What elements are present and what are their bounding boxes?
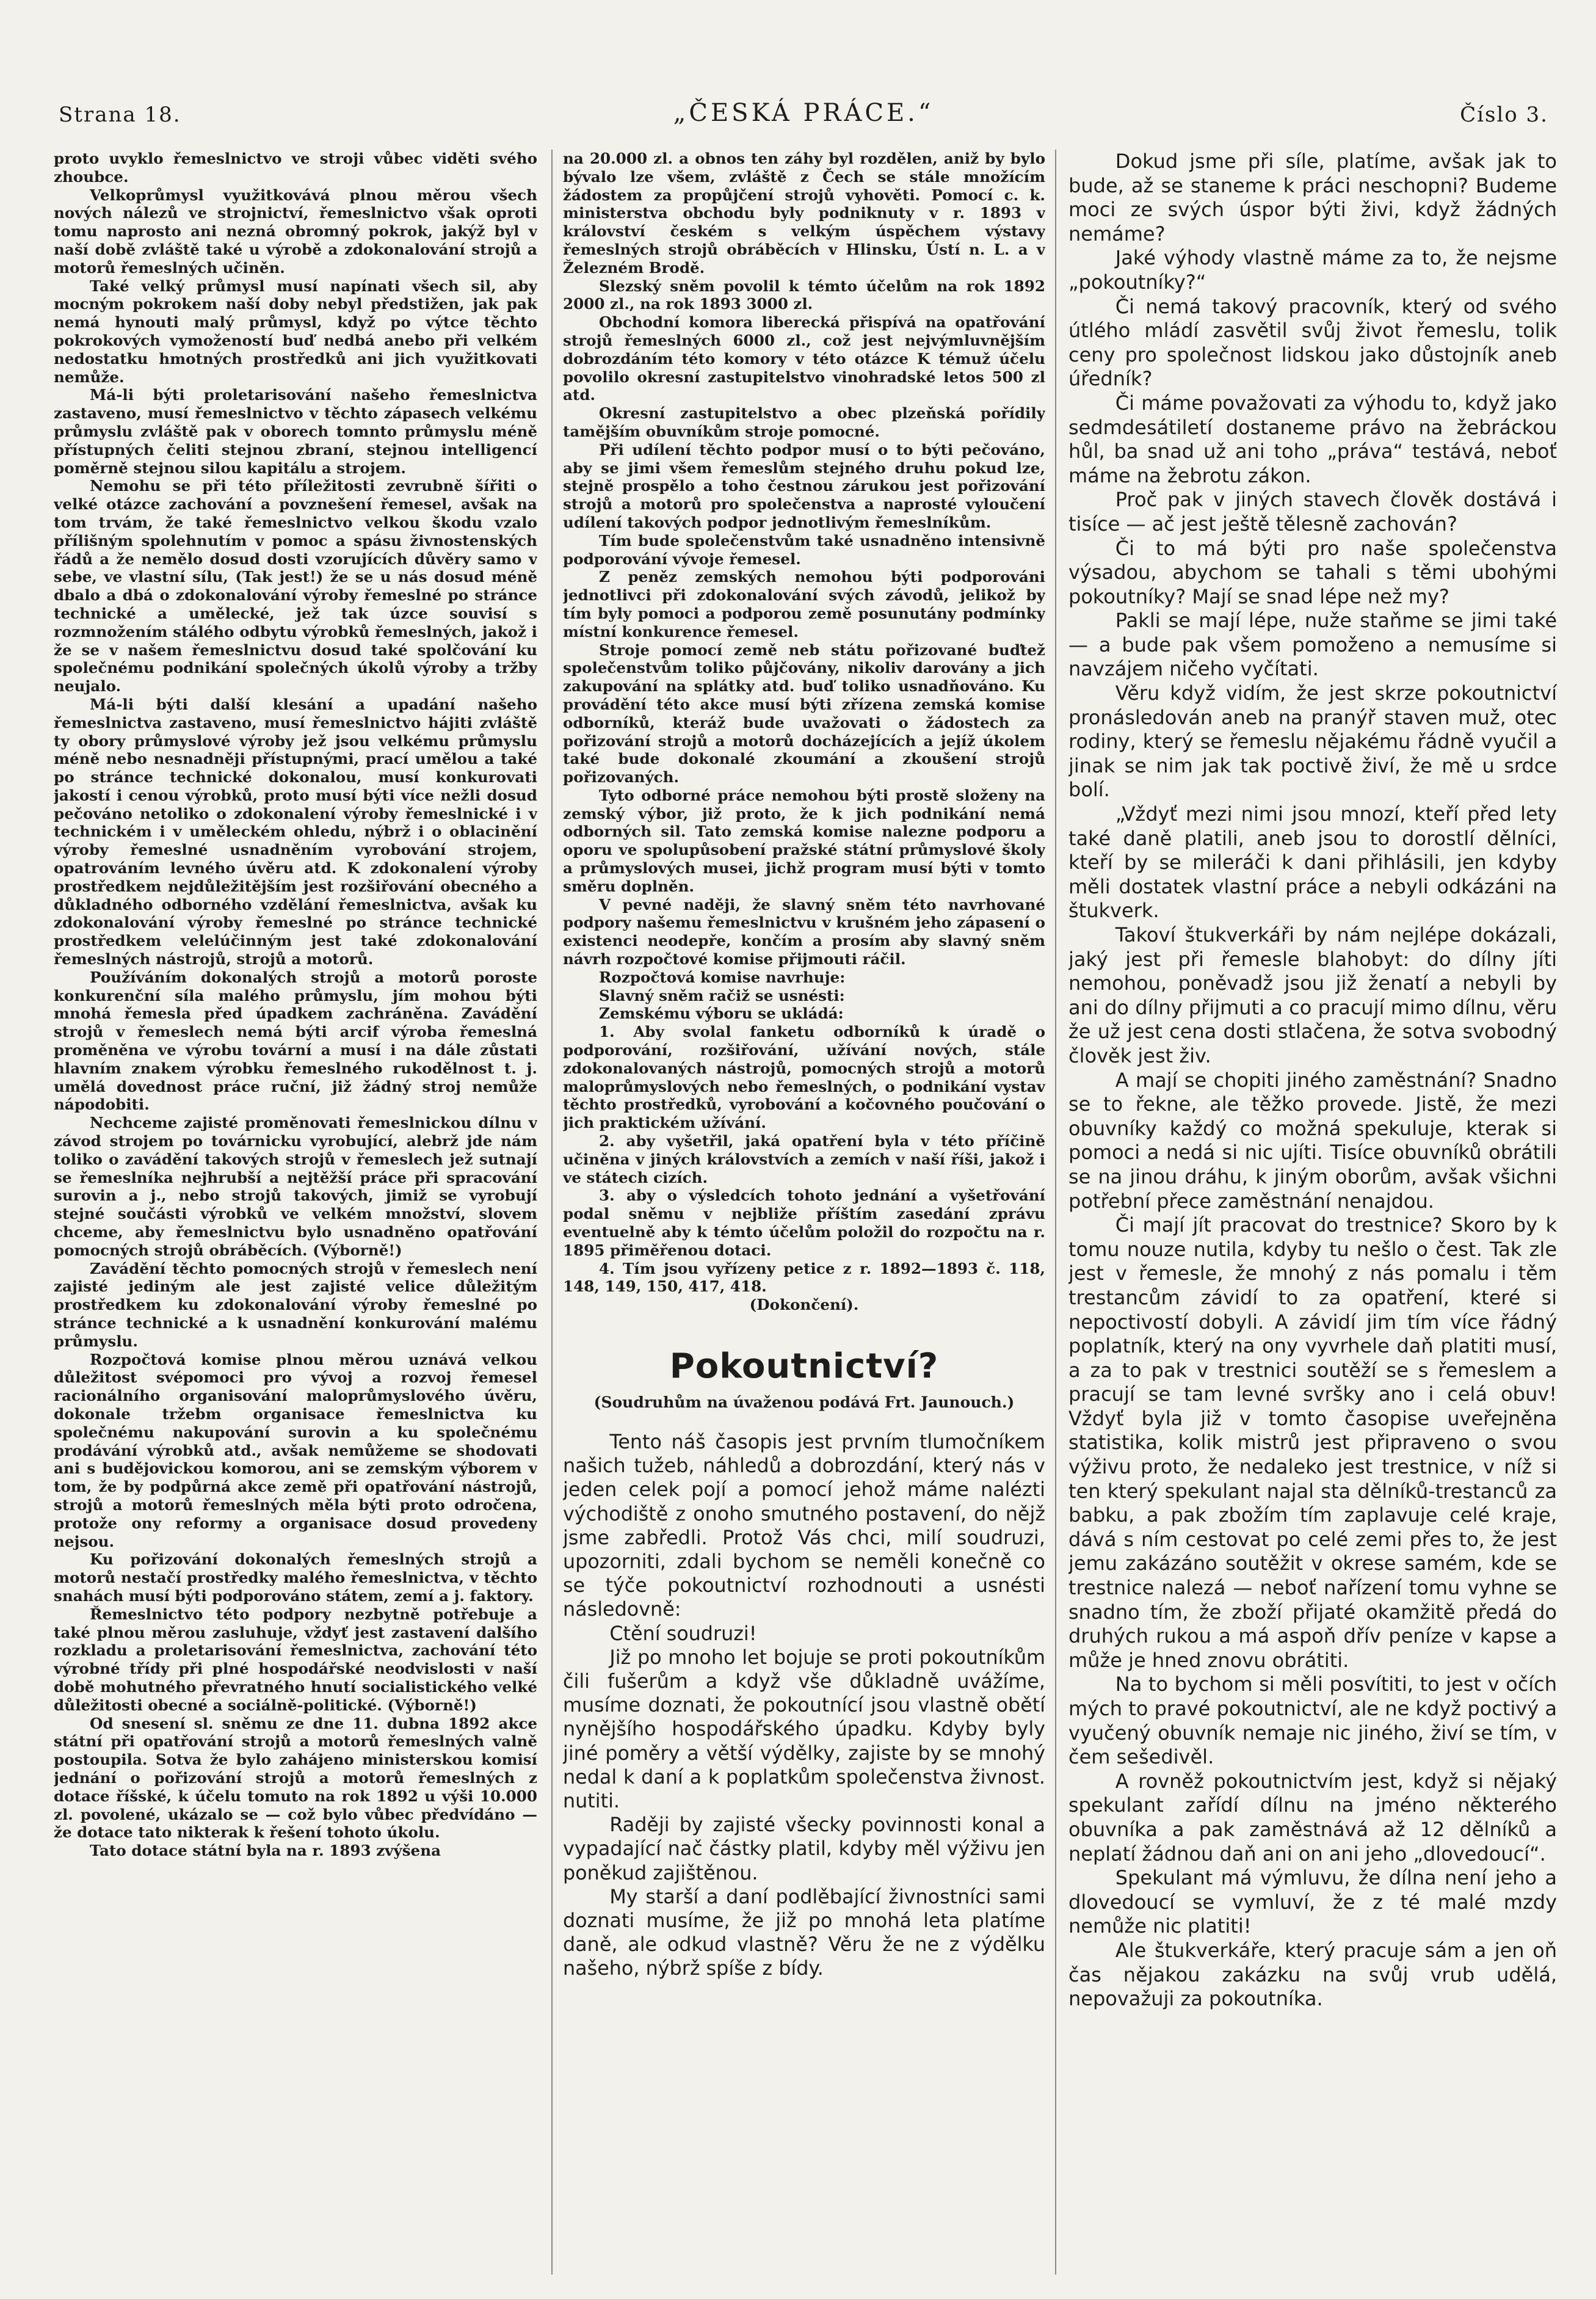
paragraph: Slezský sněm povolil k témto účelům na rok 1892 2000 zl., na rok 1893 3000 zl. [563, 277, 1045, 313]
paragraph: Od snesení sl. sněmu ze dne 11. dubna 1892 akce státní při opatřování strojů a motorů řemeslných valně postoupila. Sotva že bylo zahájeno ministerskou komisí jednání o pořizování strojů a motorů řemeslných z dotace říšské, k účelu tomuto na rok 1892 u výši 10.000 zl. povolené, ukázalo se — což bylo vůbec předvídáno — že dotace tato nikterak k řešení tohoto úkolu. [54, 1714, 537, 1842]
paragraph: Věru když vidím, že jest skrze pokoutnictví pronásledován aneb na pranýř staven muž, otec rodiny, který se řemeslu nějakému řádně vyučil a jinak se nim jak tak poctivě živí, že mě u srdce bolí. [1068, 681, 1557, 802]
paragraph: Zavádění těchto pomocných strojů v řemeslech není zajisté jediným ale jest zajisté velice důležitým prostředkem ku zdokonalování výroby řemeslné po stránce technické a k usnadnění konkurování malému průmyslu. [54, 1259, 537, 1350]
paragraph: Rozpočtová komise plnou měrou uznává velkou důležitost svépomoci pro vývoj a rozvoj řemesel racionálního organisování maloprůmyslového úvěru, dokonale tržebm organisace řemeslnictva ku společnému nakupování surovin a ku společnému prodávání výrobků atd., avšak nemůžeme se shodovati ani s budějovickou komorou, ani se zemským výborem v tom, že by podpůrná akce země při opatřování nástrojů, strojů a motorů řemeslných měla býti proto odročena, protože ony reformy a organisace dosud provedeny nejsou. [54, 1350, 537, 1550]
column-3 [1068, 150, 1557, 2275]
column-2 [563, 150, 1045, 2275]
paragraph: Ctění soudruzi! [609, 1622, 757, 1645]
paragraph: proto uvyklo řemeslnictvo ve stroji vůbec viděti svého zhoubce. [54, 150, 537, 186]
paragraph: Stroje pomocí země neb státu pořizované buďtež společenstvům toliko půjčovány, nikoliv darovány a jich zakupování na splátky atd. buď toliko usnadňováno. Ku provádění této akce musí býti zřízena zemská komise odborníků, kteráž bude uvažovati o žádostech za pořizování strojů a motorů docházejících a jejíž úkolem také bude dokonalé zkoumání a zkoušení strojů pořizovaných. [563, 641, 1045, 786]
paragraph: A mají se chopiti jiného zaměstnání? Snadno se to řekne, ale těžko provede. Jistě, že mezi obuvníky každý co možná spekuluje, kterak si pomoci a nedá si nic ujíti. Tisíce obuvníků obrátili se na jinou dráhu, k jiným oborům, avšak všichni potřební přece zaměstnání nenajdou. [1068, 1068, 1557, 1213]
article-body [563, 1430, 1045, 1981]
paragraph: My starší a daní podlěbající živnostníci sami doznati musíme, že již po mnohá leta platíme daně, ale odkud vlastně? Věru že ne z výdělku našeho, nýbrž spíše z bídy. [563, 1885, 1045, 1980]
paragraph: 4. Tím jsou vyřízeny petice z r. 1892—1893 č. 118, 148, 149, 150, 417, 418. [563, 1259, 1045, 1296]
paragraph: Také velký průmysl musí napínati všech sil, aby mocným pokrokem naší doby nebyl předstižen, jak pak nemá hynouti malý průmysl, když po výtce těchto pokrokových vymožeností buď nedbá anebo při velkém nedostatku hmotných prostředků ani jich využitkovati nemůže. [54, 277, 537, 386]
paragraph: Má-li býti proletarisování našeho řemeslnictva zastaveno, musí řemeslnictvo v těchto zápasech velkému průmyslu zvláště pak v oborech tomnto průmyslu méně přístupných čeliti stejnou zbraní, stejnou intelligencí poměrně stejnou silou kapitálu a strojem. [54, 386, 537, 477]
paragraph: Rozpočtová komise navrhuje: [599, 968, 846, 986]
issue-number: Číslo 3. [1460, 103, 1548, 127]
paragraph: Či nemá takový pracovník, který od svého útlého mládí zasvětil svůj život řemeslu, tolik ceny pro společnost lidskou jako důstojník aneb úředník? [1068, 294, 1557, 391]
paragraph: Z peněz zemských nemohou býti podporováni jednotlivci při zdokonalování svých závodů, jelikož by tím byly pomoci a podporou země posunutány podmínky místní konkurence řemesel. [563, 568, 1045, 641]
paragraph: Tento náš časopis jest prvním tlumočníkem našich tužeb, náhledů a dobrozdání, který nás v jeden celek pojí a pomocí jehož máme nalézti východiště z onoho smutného postavení, do nějž jsme zabředli. Protož Vás chci, milí soudruzi, upozorniti, zdali bychom se neměli konečně co se týče pokoutnictví rozhodnouti a usnésti následovně: [563, 1431, 1045, 1621]
paragraph: 3. aby o výsledcích tohoto jednání a vyšetřování podal sněmu v nejbliže příštím zasedání zprávu eventuelně aby k témto účelům položil do rozpočtu na r. 1895 přiměřenou dotaci. [563, 1186, 1045, 1259]
page-number: Strana 18. [59, 103, 181, 127]
column-1 [54, 150, 537, 2275]
continued-note: (Dokončení). [749, 1296, 859, 1314]
paragraph: Ale štukverkáře, který pracuje sám a jen oň čas nějakou zakázku na svůj vrub udělá, nepovažuji za pokoutníka. [1068, 1938, 1557, 2011]
paragraph: Nemohu se při této příležitosti zevrubně šířiti o velké otázce zachování a povznešení řemesel, avšak na tom trvám, že také řemeslnictvo velkou škodu vzalo přílišným spolehnutím v pomoc a spásu živnostenských řádů a že nemělo dosud dosti vzorujících důvěry samo v sebe, ve vlastní sílu, (Tak jest!) že se u nás dosud méně dbalo a dbá o zdokonalování výroby řemeslné po stránce technické a umělecké, jež tak úzce souvisí s rozmnožením stálého odbytu výrobků řemeslných, jakož i že se v našem řemeslnictvu dosud také spolčování ku společnému podnikání společných úkolů výroby a tržby neujalo. [54, 477, 537, 696]
paragraph: Zemskému výboru se ukládá: [599, 1004, 844, 1023]
page-header [59, 92, 1548, 134]
paragraph: Či to má býti pro naše společenstva výsadou, abychom se tahali s těmi ubohými pokoutníky? Mají se snad lépe než my? [1068, 536, 1557, 608]
paragraph: Takoví štukverkáři by nám nejlépe dokázali, jaký jest při řemesle blahobyt: do dílny jíti nemohou, poněvadž jsou již ženatí a nebyli by ani do dílny přijmuti a co pracují mimo dílnu, věru že už jest cena dosti stlačena, že sotva svobodný člověk jest živ. [1068, 923, 1557, 1067]
paragraph: Má-li býti další klesání a upadání našeho řemeslnictva zastaveno, musí řemeslnictvo hájiti zvláště ty obory průmyslové výroby jež jsou velkému průmyslu méně nebo nesnadněji přístupnými, prací umělou a také po stránce technické dokonalou, musí konkurovati jakostí i cenou výrobků, proto musí býti více nežli dosud pečováno netoliko o zdokonalení výroby řemeslnické i v technickém i v uměleckém ohledu, nýbrž i o oblacinění výroby řemeslné usnadněním vyrobování strojem, opatrováním levného úvěru atd. K zdokonalení výroby prostředkem nejdůležitějším jest rozšiřování obecného a důkladného odborného vzdělání řemeslnictva, avšak ku zdokonalování výroby řemeslné po stránce technické prostředkem velelúčinným jest také zdokonalování řemeslných nástrojů, strojů a motorů. [54, 695, 537, 968]
column-divider [1055, 150, 1056, 2275]
paragraph: Raději by zajisté všecky povinnosti konal a vypadající nač částky platil, kdyby měl výživu jen poněkud zajištěnou. [563, 1814, 1045, 1884]
paragraph: Spekulant má výmluvu, že dílna není jeho a dlovedoucí se vymluví, že z té malé mzdy nemůže nic platiti! [1068, 1866, 1557, 1938]
column-divider [551, 150, 553, 2275]
paragraph: Jaké výhody vlastně máme za to, že nejsme „pokoutníky?“ [1068, 246, 1557, 294]
paragraph: 1. Aby svolal fanketu odborníků k úradě o podporování, rozšiřování, užívání nových, stále zdokonalovaných nástrojů, pomocných strojů a motorů maloprůmyslových nebo řemeslných, o podnikání vystav těchto prostředků, vyrobování a kočovného poučování o jich praktickém užívání. [563, 1023, 1045, 1132]
paragraph: Slavný sněm račiž se usnésti: [599, 986, 845, 1004]
paragraph: Tato dotace státní byla na r. 1893 zvýšena [90, 1842, 441, 1860]
paragraph: Obchodní komora liberecká přispívá na opatřování strojů řemeslných 6000 zl., což jest nejvýmluvnějším dobrozdáním této komory v této otázce K témuž účelu povolilo okresní zastupitelstvo vinohradské letos 500 zl atd. [563, 313, 1045, 404]
paragraph: 2. aby vyšetřil, jaká opatření byla v této příčině učiněna v jiných královstvích a zemích v naší říši, jakož i ve státech cizích. [563, 1132, 1045, 1186]
paragraph: Okresní zastupitelstvo a obec plzeňská pořídily tamějším obuvníkům stroje pomocné. [563, 404, 1045, 440]
paragraph: Tyto odborné práce nemohou býti prostě složeny na zemský výbor, již proto, že k jich podnikání nemá odborných sil. Tato zemská komise nalezne podporu a oporu ve spolupůsobení pražské státní průmyslové školy a průmyslových musei, jichž program musí býti v tomto směru doplněn. [563, 786, 1045, 895]
article-title: Pokoutnictví? [669, 1346, 939, 1386]
paragraph: Při udílení těchto podpor musí o to býti pečováno, aby se jimi všem řemeslům stejného druhu pokud lze, stejně prospělo a toho čestnou zárukou jest pořizování strojů a motorů pro společenstva a naprosté vyloučení udílení takových podpor jednotlivým řemeslníkům. [563, 440, 1045, 531]
paragraph: Velkoprůmysl využitkovává plnou měrou všech nových nálezů ve strojnictví, řemeslnictvo však oproti tomu naprosto ani nezná obromný pokrok, jakýž byl v naší době zvláště také u výrobě a zdokonalování strojů a motorů řemeslných učiněn. [54, 186, 537, 277]
paragraph: „Vždyť mezi nimi jsou mnozí, kteří před lety také daně platili, aneb jsou to dorostlí dělníci, kteří by se mileráči k dani přihlásili, jen kdyby měli dostatek vlastní práce a nebyli odkázáni na štukverk. [1068, 802, 1557, 923]
paragraph: na 20.000 zl. a obnos ten záhy byl rozdělen, aniž by bylo bývalo lze všem, zvláště z Čech se stále množícím žádostem za propůjčení strojů vyhověti. Pomocí c. k. ministerstva obchodu byly podniknuty v r. 1893 v království českém s velkým úspěchem výstavy řemeslných strojů obráběcích v Hlinsku, Ústí n. L. a v Železném Brodě. [563, 150, 1045, 277]
paragraph: Tím bude společenstvům také usnadněno intensivně podporování vývoje řemesel. [563, 531, 1045, 568]
paragraph: Dokud jsme při síle, platíme, avšak jak to bude, až se staneme k práci neschopni? Budeme moci ze svých úspor býti živi, když žádných nemáme? [1068, 150, 1557, 245]
paragraph: Pakli se mají lépe, nuže staňme se jimi také — a bude pak všem pomoženo a nemusíme si navzájem ničeho vyčítati. [1068, 609, 1557, 681]
newspaper-title: „ČESKÁ PRÁCE.“ [673, 99, 934, 127]
paragraph: Již po mnoho let bojuje se proti pokoutníkům čili fušerům a když vše důkladně uvážíme, musíme doznati, že pokoutnící jsou vlastně obětí nynějšího hospodářského úpadku. Kdyby byly jiné poměry a větší výdělky, zajiste by se mnohý nedal k daní a k poplatkům společenstva živnost. nutiti. [563, 1646, 1045, 1813]
paragraph: V pevné naději, že slavný sněm této navrhované podpory našemu řemeslnictvu v krušném jeho zápasení o existenci neodepře, končím a prosím aby slavný sněm návrh rozpočtové komise přijmouti ráčil. [563, 895, 1045, 968]
paragraph: Či mají jít pracovat do trestnice? Skoro by k tomu nouze nutila, kdyby tu nešlo o čest. Tak zle jest v řemesle, že mnohý z nás pomalu i těm trestancům závidí to za opatření, které si nepoctivostí dobyli. A závidí jim tím více řádný poplatník, který na ony vyvrhele daň platiti musí, a za to pak v trestnici soutěží se s řemeslem a pracují se tam levné svršky ano i celá obuv! Vždyť byla již v tomto časopise uveřejněna statistika, kolik mistrů jest připraveno o svou výživu proto, že nedaleko jest trestnice, v níž si ten který spekulant najal sta dělníků-trestanců za babku, a pak zbožím tím zaplavuje celé kraje, dává s ním cestovat po celé zemi přes to, že jest jemu zakázáno soutěžit v okrese samém, kde se trestnice nalezá — neboť nařízení tomu vyhne se snadno tím, že zboží přijaté okamžitě předá do druhých rukou a má aspoň dřív peníze v kapse a může je hned znovu obrátiti. [1068, 1213, 1557, 1672]
paragraph: Proč pak v jiných stavech člověk dostává i tisíce — ač jest ještě tělesně zachován? [1068, 488, 1557, 536]
paragraph: Nechceme zajisté proměnovati řemeslnickou dílnu v závod strojem po továrnicku vyrobující, alebrž jde nám toliko o zavádění takových strojů v řemeslech jež sutnají se řemeslníka nejhrubší a nejtěžší práce při spracování surovin a j., nebo strojů takových, jimiž se vyrobují stejné součásti výrobků ve velkém množství, slovem chceme, aby řemeslnictvu bylo usnadněno opatřování pomocných strojů obráběcích. (Výborně!) [54, 1114, 537, 1259]
article-byline: (Soudruhům na úvaženou podává Frt. Jaunouch.) [593, 1393, 1015, 1411]
paragraph: Na to bychom si měli posvítiti, to jest v očích mých to pravé pokoutnictví, ale ne když poctivý a vyučený obuvník nemaje nic jiného, živí se tím, v čem sešedivěl. [1068, 1672, 1557, 1769]
paragraph: Či máme považovati za výhodu to, když jako sedmdesátiletí dostaneme právo na žebráckou hůl, ba snad už ani toho „práva“ testává, neboť máme na žebrotu zákon. [1068, 391, 1557, 487]
paragraph: Ku pořizování dokonalých řemeslných strojů a motorů nestačí prostředky malého řemeslnictva, v těchto snahách musí býti podporováno státem, zemí a j. faktory. [54, 1550, 537, 1605]
paragraph: Řemeslnictvo této podpory nezbytně potřebuje a také plnou měrou zasluhuje, vždyť jest zastavení dalšího rozkladu a proletarisování řemeslnictva, zachování této výrobné třídy při plné hospodářské neodvislosti v naší době mohutného převratného hnutí socialistického velké důležitosti obecné a sociálně-politické. (Výborně!) [54, 1605, 537, 1714]
paragraph: Používáním dokonalých strojů a motorů poroste konkurenční síla malého průmyslu, jím mohou býti mnohá řemesla před úpadkem zachráněna. Zavádění strojů v řemeslech nemá býti arcif výroba řemeslná proměněna ve výrobu tovární a musí i na dále zůstati hlavním znakem výrobku řemeslného rukodělnost t. j. umělá dovednost práce ruční, již žádný stroj nemůže nápodobiti. [54, 968, 537, 1114]
paragraph: A rovněž pokoutnictvím jest, když si nějaký spekulant zařídí dílnu na jméno některého obuvníka a pak zaměstnává až 12 dělníků a neplatí žádnou daň ani on ani jeho „dlovedoucí“. [1068, 1769, 1557, 1865]
